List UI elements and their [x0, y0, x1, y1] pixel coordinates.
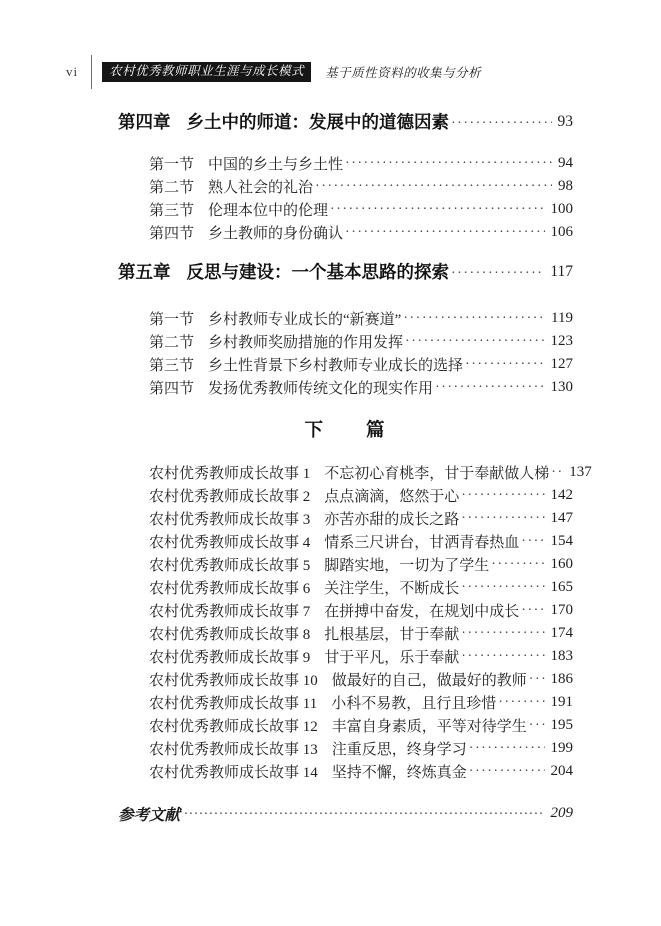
- chapter-page-number: 93: [557, 112, 573, 130]
- dot-leader: [521, 530, 544, 553]
- toc-section-row: [149, 353, 573, 376]
- dot-leader: [465, 353, 544, 376]
- toc-section-row: [149, 175, 573, 198]
- dot-leader: [461, 645, 544, 668]
- toc-story-row: [149, 576, 573, 599]
- story-label: 农村优秀教师成长故事 14: [149, 765, 318, 781]
- story-page-number: 137: [569, 464, 592, 480]
- story-title: 扎根基层，甘于奉献: [324, 627, 460, 643]
- toc-section-row: [149, 307, 573, 330]
- story-label: 农村优秀教师成长故事 4: [149, 535, 311, 551]
- toc-story-row: [149, 553, 573, 576]
- story-page-number: 142: [550, 487, 573, 503]
- story-page-number: 165: [550, 579, 573, 595]
- story-page-number: 195: [550, 717, 573, 733]
- toc-story-row: [149, 760, 573, 783]
- toc-section-row: [149, 152, 573, 175]
- section-page-number: 98: [558, 178, 573, 194]
- table-of-contents: [118, 100, 592, 825]
- chapter-title: 反思与建设：一个基本思路的探索: [186, 262, 449, 282]
- toc-story-row: [149, 691, 573, 714]
- folio-page-number: vi: [66, 64, 79, 79]
- story-page-number: 170: [550, 602, 573, 618]
- section-page-number: 94: [558, 155, 573, 171]
- dot-leader: [435, 376, 544, 399]
- story-label: 农村优秀教师成长故事 12: [149, 719, 318, 735]
- dot-leader: [461, 622, 544, 645]
- references-page-number: 209: [550, 805, 573, 821]
- section-page-number: 106: [550, 224, 573, 240]
- toc-chapter-5-row: [118, 260, 573, 283]
- dot-leader: [521, 599, 544, 622]
- chapter-label: 第四章: [118, 112, 171, 132]
- story-page-number: 174: [550, 625, 573, 641]
- story-title: 甘于平凡，乐于奉献: [324, 650, 460, 666]
- section-label: 第三节: [149, 358, 195, 374]
- story-page-number: 204: [550, 763, 573, 779]
- toc-section-row: [149, 376, 573, 399]
- part-divider-heading: 下 篇: [304, 421, 387, 441]
- story-page-number: 191: [550, 694, 573, 710]
- chapter-label: 第五章: [118, 262, 171, 282]
- section-title: 伦理本位中的伦理: [208, 203, 329, 219]
- section-title: 熟人社会的礼治: [208, 180, 314, 196]
- story-title: 情系三尺讲台，甘洒青春热血: [324, 535, 520, 551]
- section-page-number: 100: [550, 201, 573, 217]
- toc-story-row: [149, 484, 573, 507]
- story-title: 在拼搏中奋发，在规划中成长: [324, 604, 520, 620]
- dot-leader: [461, 484, 544, 507]
- story-title: 做最好的自己，做最好的教师: [331, 673, 527, 689]
- section-title: 中国的乡土与乡土性: [208, 157, 344, 173]
- story-page-number: 154: [550, 533, 573, 549]
- section-title: 发扬优秀教师传统文化的现实作用: [208, 381, 434, 397]
- toc-story-row: [149, 737, 573, 760]
- story-label: 农村优秀教师成长故事 3: [149, 512, 311, 528]
- running-header: [66, 54, 621, 90]
- dot-leader: [491, 553, 544, 576]
- toc-story-row: [149, 714, 573, 737]
- section-label: 第一节: [149, 157, 195, 173]
- section-label: 第四节: [149, 226, 195, 242]
- story-label: 农村优秀教师成长故事 2: [149, 489, 311, 505]
- toc-story-row: [149, 599, 573, 622]
- story-label: 农村优秀教师成长故事 13: [149, 742, 318, 758]
- section-label: 第四节: [149, 381, 195, 397]
- section-label: 第二节: [149, 335, 195, 351]
- dot-leader: [403, 307, 545, 330]
- dot-leader: [330, 198, 544, 221]
- toc-story-row: [149, 645, 573, 668]
- story-page-number: 199: [550, 740, 573, 756]
- dot-leader: [461, 576, 544, 599]
- dot-leader: [345, 221, 544, 244]
- book-title-badge: 农村优秀教师职业生涯与成长模式: [102, 62, 311, 82]
- story-label: 农村优秀教师成长故事 1: [149, 466, 311, 482]
- dot-leader: [451, 110, 552, 133]
- story-title: 点点滴滴，悠然于心: [324, 489, 460, 505]
- section-title: 乡土教师的身份确认: [208, 226, 344, 242]
- toc-story-row: [149, 668, 573, 691]
- story-label: 农村优秀教师成长故事 7: [149, 604, 311, 620]
- book-subtitle: 基于质性资料的收集与分析: [325, 66, 482, 80]
- toc-section-row: [149, 198, 573, 221]
- story-list: [118, 461, 592, 783]
- dot-leader: [529, 714, 545, 737]
- chapter-page-number: 117: [550, 262, 573, 280]
- chapter-4-sections: [118, 152, 573, 244]
- section-label: 第一节: [149, 312, 195, 328]
- story-title: 脚踏实地，一切为了学生: [324, 558, 490, 574]
- story-label: 农村优秀教师成长故事 8: [149, 627, 311, 643]
- toc-section-row: [149, 330, 573, 353]
- story-label: 农村优秀教师成长故事 6: [149, 581, 311, 597]
- chapter-5-sections: [118, 307, 573, 399]
- section-page-number: 119: [551, 310, 573, 326]
- toc-section-row: [149, 221, 573, 244]
- toc-chapter-4-row: [118, 110, 573, 133]
- story-label: 农村优秀教师成长故事 5: [149, 558, 311, 574]
- references-label: 参考文献: [118, 806, 181, 824]
- toc-references-row: [118, 802, 573, 825]
- dot-leader: [315, 175, 552, 198]
- story-title: 不忘初心育桃李，甘于奉献做人梯: [324, 466, 550, 482]
- dot-leader: [405, 330, 544, 353]
- story-title: 坚持不懈，终炼真金: [331, 765, 467, 781]
- dot-leader: [451, 260, 544, 283]
- story-title: 亦苦亦甜的成长之路: [324, 512, 460, 528]
- story-page-number: 160: [550, 556, 573, 572]
- section-page-number: 123: [550, 333, 573, 349]
- dot-leader: [461, 507, 544, 530]
- section-title: 乡村教师奖励措施的作用发挥: [208, 335, 404, 351]
- chapter-title: 乡土中的师道：发展中的道德因素: [186, 112, 449, 132]
- toc-story-row: [149, 507, 573, 530]
- story-title: 小科不易教，且行且珍惜: [331, 696, 497, 712]
- toc-story-row: [149, 461, 592, 484]
- story-label: 农村优秀教师成长故事 10: [149, 673, 318, 689]
- story-label: 农村优秀教师成长故事 11: [149, 696, 318, 712]
- section-title: 乡村教师专业成长的“新赛道”: [208, 312, 402, 328]
- story-page-number: 147: [550, 510, 573, 526]
- dot-leader: [469, 737, 545, 760]
- section-title: 乡土性背景下乡村教师专业成长的选择: [208, 358, 464, 374]
- section-label: 第二节: [149, 180, 195, 196]
- story-title: 注重反思，终身学习: [331, 742, 467, 758]
- dot-leader: [551, 461, 563, 484]
- story-title: 丰富自身素质，平等对待学生: [331, 719, 527, 735]
- section-label: 第三节: [149, 203, 195, 219]
- header-divider-rule: [91, 55, 92, 89]
- section-page-number: 127: [550, 356, 573, 372]
- dot-leader: [345, 152, 552, 175]
- dot-leader: [469, 760, 545, 783]
- section-page-number: 130: [550, 379, 573, 395]
- dot-leader: [184, 802, 544, 825]
- toc-story-row: [149, 530, 573, 553]
- story-page-number: 183: [550, 648, 573, 664]
- story-page-number: 186: [550, 671, 573, 687]
- dot-leader: [498, 691, 544, 714]
- toc-story-row: [149, 622, 573, 645]
- dot-leader: [529, 668, 545, 691]
- story-label: 农村优秀教师成长故事 9: [149, 650, 311, 666]
- story-title: 关注学生，不断成长: [324, 581, 460, 597]
